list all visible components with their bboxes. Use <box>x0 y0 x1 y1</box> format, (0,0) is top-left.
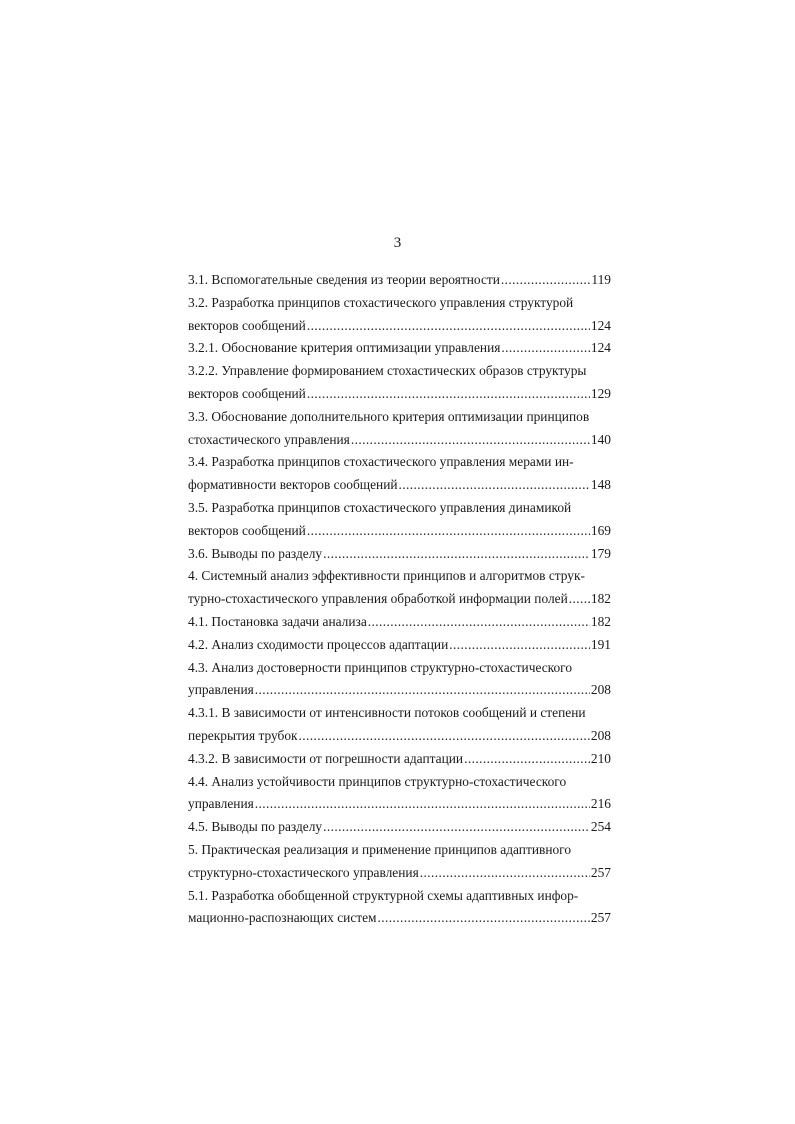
toc-entry-page: 124 <box>590 317 611 333</box>
toc-entry-title: 3.6. Выводы по разделу <box>188 545 323 561</box>
toc-entry-text-line: 5.1. Разработка обобщенной структурной схемы адаптивных инфор- <box>188 887 579 903</box>
toc-entry <box>188 634 611 657</box>
toc-entry-text-line: 3.2.2. Управление формированием стохастических образов структуры <box>188 363 587 379</box>
toc-entry-title: 4.1. Постановка задачи анализа <box>188 613 367 629</box>
toc-entry-last-line <box>188 634 611 657</box>
toc-entry <box>188 839 611 885</box>
dot-leader <box>255 793 590 816</box>
toc-entry-page: 182 <box>590 613 611 629</box>
toc-entry <box>188 292 611 338</box>
dot-leader <box>378 907 590 930</box>
toc-entry-title: 3.1. Вспомогательные сведения из теории вероятности <box>188 272 500 287</box>
toc-entry-text-line: 3.5. Разработка принципов стохастического управления динамикой <box>188 499 572 515</box>
toc-entry-text-line: 5. Практическая реализация и применение принципов адаптивного <box>188 841 572 857</box>
toc-entry <box>188 406 611 452</box>
toc-entry <box>188 816 611 839</box>
toc-entry-title: 4.5. Выводы по разделу <box>188 819 323 835</box>
toc-entry <box>188 497 611 543</box>
toc-entry <box>188 269 611 292</box>
toc-entry-last-line <box>188 543 611 566</box>
dot-leader <box>351 429 590 452</box>
toc-entry-last-line <box>188 474 611 497</box>
dot-leader <box>464 748 590 771</box>
toc-entry-page: 257 <box>590 910 611 926</box>
toc-entry-last-line <box>188 793 611 816</box>
toc-entry-page: 129 <box>590 385 611 401</box>
toc-entry-last-line <box>188 679 611 702</box>
toc-entry <box>188 360 611 406</box>
toc-entry-last-line <box>188 725 611 748</box>
toc-entry <box>188 885 611 931</box>
toc-entry-title: векторов сообщений <box>188 522 306 538</box>
toc-entry-title: управления <box>188 796 254 812</box>
toc-entry-page: 257 <box>590 864 611 880</box>
toc-entry-last-line <box>188 269 611 292</box>
dot-leader <box>323 816 590 839</box>
toc-entry-title: стохастического управления <box>188 431 350 447</box>
dot-leader <box>368 611 590 634</box>
toc-entry-text-line: 4.3. Анализ достоверности принципов структурно-стохастического <box>188 659 573 675</box>
toc-entry-last-line <box>188 748 611 771</box>
toc-entry-title: управления <box>188 682 254 698</box>
toc-entry-page: 182 <box>590 591 611 607</box>
toc-entry-page: 179 <box>590 545 611 561</box>
toc-entry <box>188 337 611 360</box>
toc-entry-page: 208 <box>590 682 611 698</box>
toc-entry <box>188 702 611 748</box>
dot-leader <box>569 588 590 611</box>
toc-entry <box>188 771 611 817</box>
toc-entry <box>188 543 611 566</box>
toc-entry <box>188 451 611 497</box>
dot-leader <box>420 862 590 885</box>
toc-entry-title: перекрытия трубок <box>188 727 298 743</box>
dot-leader <box>255 679 590 702</box>
dot-leader <box>299 725 590 748</box>
toc-entry-last-line <box>188 907 611 930</box>
table-of-contents <box>188 269 611 930</box>
toc-entry-title: формативности векторов сообщений <box>188 477 398 493</box>
toc-entry-text-line: 4. Системный анализ эффективности принципов и алгоритмов струк- <box>188 568 585 584</box>
toc-entry-last-line <box>188 315 611 338</box>
toc-entry-title: 3.2.1. Обоснование критерия оптимизации управления <box>188 340 501 356</box>
toc-entry <box>188 748 611 771</box>
toc-entry <box>188 657 611 703</box>
toc-entry-last-line <box>188 337 611 360</box>
toc-entry-last-line <box>188 520 611 543</box>
toc-entry-page: 210 <box>590 750 611 766</box>
dot-leader <box>307 315 590 338</box>
toc-entry-last-line <box>188 862 611 885</box>
toc-entry-title: 4.2. Анализ сходимости процессов адаптации <box>188 636 449 652</box>
dot-leader <box>323 543 590 566</box>
dot-leader <box>307 520 590 543</box>
toc-entry-last-line <box>188 816 611 839</box>
dot-leader <box>501 337 590 360</box>
toc-entry-last-line <box>188 611 611 634</box>
toc-entry-text-line: 4.3.1. В зависимости от интенсивности потоков сообщений и степени <box>188 705 586 721</box>
dot-leader <box>399 474 590 497</box>
toc-entry-title: векторов сообщений <box>188 385 306 401</box>
toc-entry-text-line: 3.4. Разработка принципов стохастического управления мерами ин- <box>188 454 574 470</box>
toc-entry-last-line <box>188 588 611 611</box>
toc-entry <box>188 565 611 611</box>
toc-entry-page: 140 <box>590 431 611 447</box>
toc-entry-text-line: 3.3. Обоснование дополнительного критерия оптимизации принципов <box>188 408 590 424</box>
toc-entry-title: векторов сообщений <box>188 317 306 333</box>
toc-entry-title: структурно-стохастического управления <box>188 864 419 880</box>
dot-leader <box>501 269 590 292</box>
toc-entry <box>188 611 611 634</box>
toc-entry-title: турно-стохастического управления обработкой информации полей <box>188 591 568 607</box>
toc-entry-text-line: 3.2. Разработка принципов стохастического управления структурой <box>188 294 574 310</box>
toc-entry-page: 191 <box>590 636 611 652</box>
toc-entry-page: 254 <box>590 819 611 835</box>
toc-entry-page: 119 <box>591 272 611 287</box>
dot-leader <box>449 634 590 657</box>
toc-entry-page: 169 <box>590 522 611 538</box>
toc-entry-page: 208 <box>590 727 611 743</box>
toc-entry-page: 124 <box>590 340 611 356</box>
toc-entry-title: мационно-распознающих систем <box>188 910 377 926</box>
toc-entry-last-line <box>188 429 611 452</box>
toc-entry-page: 216 <box>590 796 611 812</box>
toc-entry-page: 148 <box>590 477 611 493</box>
dot-leader <box>307 383 590 406</box>
toc-entry-text-line: 4.4. Анализ устойчивости принципов структурно-стохастического <box>188 773 567 789</box>
toc-entry-last-line <box>188 383 611 406</box>
toc-entry-title: 4.3.2. В зависимости от погрешности адаптации <box>188 750 464 766</box>
page-number: 3 <box>393 235 402 251</box>
